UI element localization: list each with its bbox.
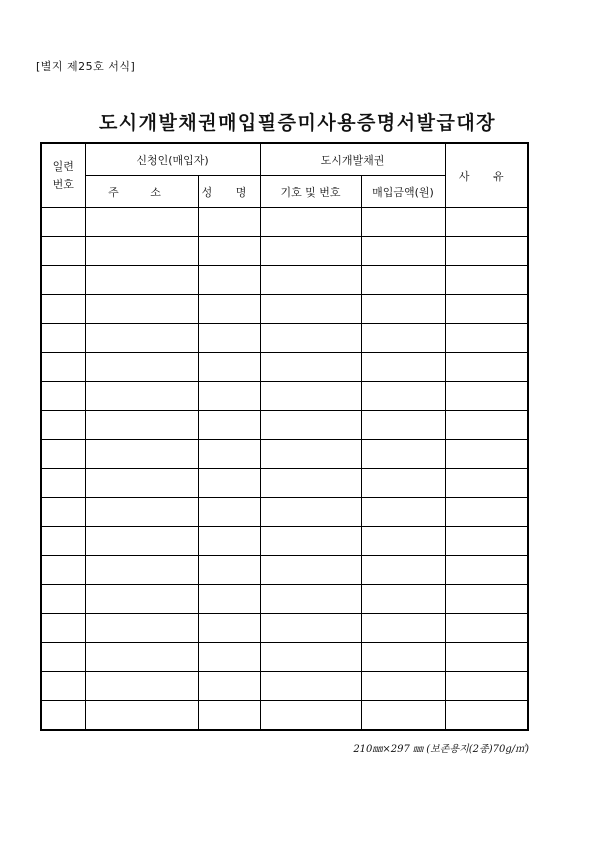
cell-serial-number <box>41 498 85 527</box>
cell-name <box>198 353 260 382</box>
table-row <box>41 701 528 731</box>
header-applicant: 신청인(매입자) <box>85 143 260 176</box>
cell-name <box>198 440 260 469</box>
form-label: [별지 제25호 서식] <box>36 60 136 73</box>
cell-address <box>85 701 198 731</box>
cell-reason <box>445 353 528 382</box>
cell-reason <box>445 266 528 295</box>
header-serial-number: 일련 번호 <box>41 143 85 208</box>
cell-address <box>85 353 198 382</box>
cell-name <box>198 643 260 672</box>
cell-purchase-amount <box>361 382 445 411</box>
cell-name <box>198 237 260 266</box>
cell-reason <box>445 527 528 556</box>
cell-symbol-number <box>260 527 361 556</box>
table-row <box>41 527 528 556</box>
cell-address <box>85 324 198 353</box>
cell-serial-number <box>41 556 85 585</box>
cell-serial-number <box>41 527 85 556</box>
cell-address <box>85 208 198 237</box>
table-row <box>41 556 528 585</box>
cell-reason <box>445 469 528 498</box>
cell-symbol-number <box>260 469 361 498</box>
cell-serial-number <box>41 469 85 498</box>
header-symbol-number: 기호 및 번호 <box>260 176 361 208</box>
document-title: 도시개발채권매입필증미사용증명서발급대장 <box>98 112 497 134</box>
cell-purchase-amount <box>361 585 445 614</box>
cell-reason <box>445 411 528 440</box>
cell-name <box>198 556 260 585</box>
cell-purchase-amount <box>361 556 445 585</box>
cell-serial-number <box>41 266 85 295</box>
cell-reason <box>445 556 528 585</box>
ledger-body <box>41 208 528 731</box>
cell-purchase-amount <box>361 643 445 672</box>
cell-purchase-amount <box>361 411 445 440</box>
cell-symbol-number <box>260 498 361 527</box>
cell-address <box>85 527 198 556</box>
issuance-ledger-table <box>40 142 529 731</box>
cell-reason <box>445 382 528 411</box>
table-row <box>41 353 528 382</box>
cell-name <box>198 527 260 556</box>
table-row <box>41 208 528 237</box>
cell-purchase-amount <box>361 295 445 324</box>
cell-purchase-amount <box>361 440 445 469</box>
cell-reason <box>445 237 528 266</box>
cell-address <box>85 469 198 498</box>
cell-symbol-number <box>260 266 361 295</box>
table-row <box>41 237 528 266</box>
cell-name <box>198 295 260 324</box>
cell-address <box>85 295 198 324</box>
cell-symbol-number <box>260 440 361 469</box>
cell-reason <box>445 701 528 731</box>
cell-name <box>198 585 260 614</box>
cell-reason <box>445 498 528 527</box>
cell-symbol-number <box>260 614 361 643</box>
cell-address <box>85 237 198 266</box>
cell-symbol-number <box>260 643 361 672</box>
cell-purchase-amount <box>361 266 445 295</box>
cell-address <box>85 672 198 701</box>
header-purchase-amount: 매입금액(원) <box>361 176 445 208</box>
cell-serial-number <box>41 324 85 353</box>
header-address: 주 소 <box>85 176 198 208</box>
cell-purchase-amount <box>361 498 445 527</box>
cell-name <box>198 411 260 440</box>
cell-name <box>198 324 260 353</box>
cell-name <box>198 614 260 643</box>
cell-address <box>85 585 198 614</box>
cell-serial-number <box>41 672 85 701</box>
cell-serial-number <box>41 382 85 411</box>
table-row <box>41 469 528 498</box>
cell-symbol-number <box>260 237 361 266</box>
cell-serial-number <box>41 295 85 324</box>
table-row <box>41 643 528 672</box>
cell-purchase-amount <box>361 469 445 498</box>
cell-name <box>198 382 260 411</box>
cell-name <box>198 672 260 701</box>
cell-reason <box>445 643 528 672</box>
cell-address <box>85 614 198 643</box>
cell-purchase-amount <box>361 527 445 556</box>
table-row <box>41 266 528 295</box>
table-row <box>41 614 528 643</box>
cell-symbol-number <box>260 701 361 731</box>
cell-address <box>85 411 198 440</box>
cell-symbol-number <box>260 324 361 353</box>
cell-purchase-amount <box>361 237 445 266</box>
cell-symbol-number <box>260 353 361 382</box>
cell-reason <box>445 295 528 324</box>
cell-address <box>85 498 198 527</box>
table-row <box>41 498 528 527</box>
cell-name <box>198 498 260 527</box>
cell-reason <box>445 324 528 353</box>
cell-symbol-number <box>260 382 361 411</box>
header-reason: 사 유 <box>445 143 528 208</box>
cell-address <box>85 556 198 585</box>
cell-address <box>85 440 198 469</box>
cell-purchase-amount <box>361 208 445 237</box>
cell-serial-number <box>41 411 85 440</box>
cell-symbol-number <box>260 411 361 440</box>
cell-serial-number <box>41 643 85 672</box>
cell-purchase-amount <box>361 672 445 701</box>
cell-name <box>198 701 260 731</box>
cell-reason <box>445 440 528 469</box>
cell-serial-number <box>41 237 85 266</box>
cell-reason <box>445 672 528 701</box>
cell-address <box>85 643 198 672</box>
table-row <box>41 585 528 614</box>
cell-reason <box>445 614 528 643</box>
cell-symbol-number <box>260 295 361 324</box>
cell-reason <box>445 208 528 237</box>
table-row <box>41 411 528 440</box>
cell-serial-number <box>41 353 85 382</box>
cell-name <box>198 469 260 498</box>
cell-purchase-amount <box>361 614 445 643</box>
table-row <box>41 440 528 469</box>
header-bond: 도시개발채권 <box>260 143 445 176</box>
cell-purchase-amount <box>361 701 445 731</box>
cell-symbol-number <box>260 585 361 614</box>
cell-serial-number <box>41 614 85 643</box>
cell-symbol-number <box>260 208 361 237</box>
cell-serial-number <box>41 585 85 614</box>
table-row <box>41 672 528 701</box>
cell-symbol-number <box>260 672 361 701</box>
cell-address <box>85 382 198 411</box>
cell-serial-number <box>41 440 85 469</box>
cell-address <box>85 266 198 295</box>
header-name: 성 명 <box>198 176 260 208</box>
cell-purchase-amount <box>361 324 445 353</box>
cell-purchase-amount <box>361 353 445 382</box>
table-row <box>41 324 528 353</box>
cell-name <box>198 208 260 237</box>
cell-symbol-number <box>260 556 361 585</box>
cell-serial-number <box>41 208 85 237</box>
table-row <box>41 382 528 411</box>
cell-reason <box>445 585 528 614</box>
cell-serial-number <box>41 701 85 731</box>
table-row <box>41 295 528 324</box>
paper-spec-note: 210㎜×297 ㎜ (보존용지(2종)70g/㎡) <box>353 744 529 755</box>
cell-name <box>198 266 260 295</box>
